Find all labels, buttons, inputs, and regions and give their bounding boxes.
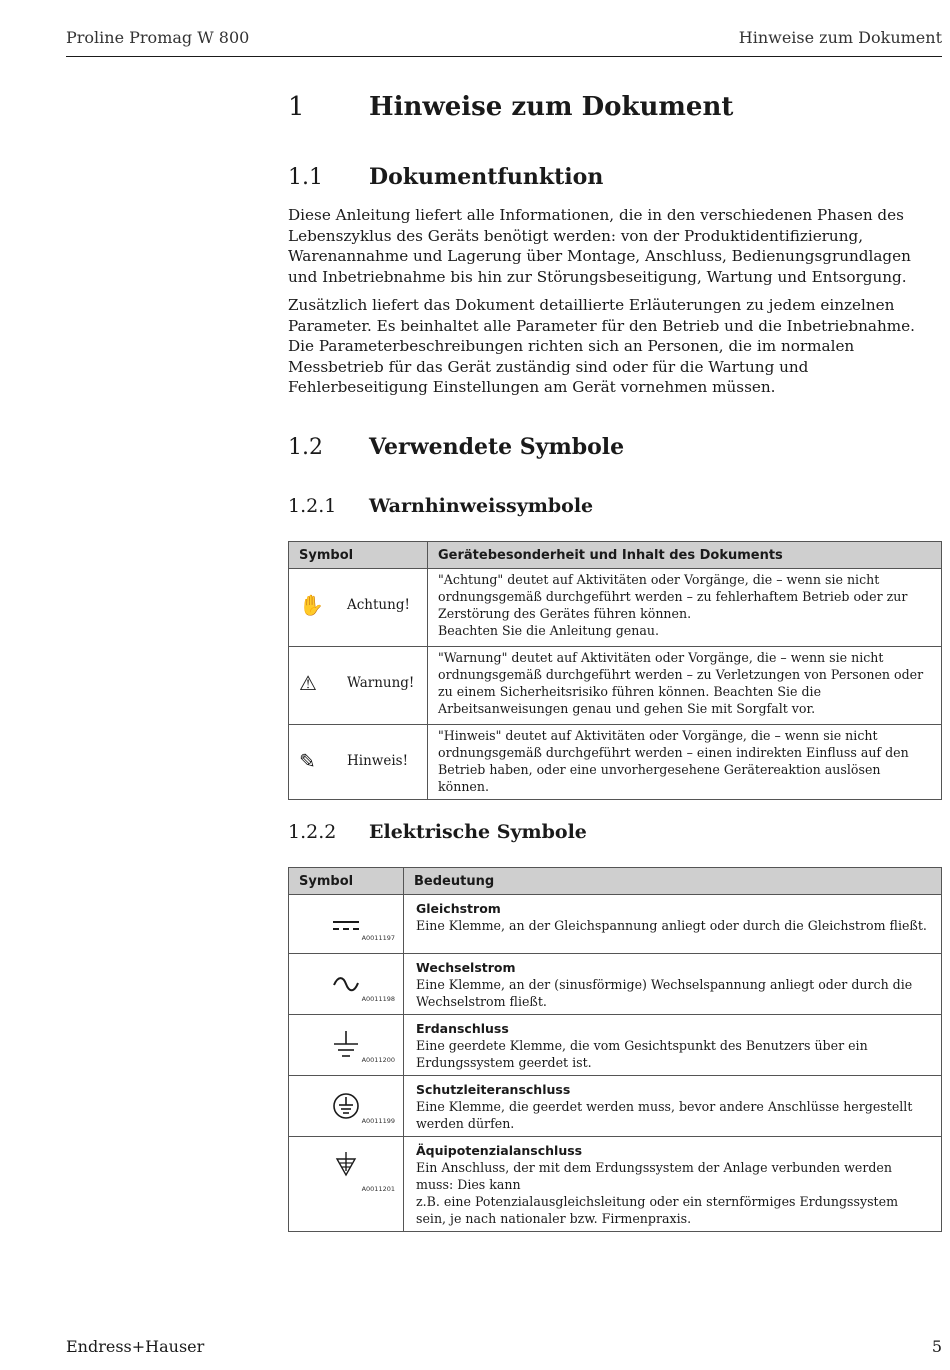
column-header-content: Gerätebesonderheit und Inhalt des Dokuments [428,542,942,569]
description-cell [404,954,942,1015]
symbol-title: Wechselstrom [416,960,516,975]
symbol-label: Hinweis! [347,753,409,769]
column-header-meaning: Bedeutung [404,868,942,895]
symbol-code: A0011198 [361,995,395,1003]
symbol-cell [289,1137,404,1232]
subsection-number: 1.2.2 [288,821,337,843]
direct-current-icon [329,909,363,941]
section-title: Dokumentfunktion [369,164,604,190]
column-header-symbol: Symbol [289,868,404,895]
description-cell [404,1137,942,1232]
table-header-row [289,542,942,569]
description-cell [404,895,942,954]
description-cell [428,569,942,647]
symbol-title: Gleichstrom [416,901,501,916]
description-text-2: z.B. eine Potenzialausgleichsleitung oder ein sternförmiges Erdungssystem sein, je nach nationaler bzw. Firmenpraxis. [416,1194,899,1226]
chapter-number: 1 [288,92,305,122]
symbol-cell [289,1076,404,1137]
description-text: Eine Klemme, die geerdet werden muss, bevor andere Anschlüsse hergestellt werden dürfen. [416,1099,913,1131]
description-text: "Hinweis" deutet auf Aktivitäten oder Vorgänge, die – wenn sie nicht ordnungsgemäß durchgeführt werden – einen indirekten Einfluss auf den Betrieb haben, oder eine unvorhergesehene Gerätereaktion auslösen können. [438,728,909,794]
symbol-title: Äquipotenzialanschluss [416,1143,583,1158]
symbol-cell [289,647,428,725]
pencil-icon: ✎ [299,749,316,773]
description-text: "Warnung" deutet auf Aktivitäten oder Vorgänge, die – wenn sie nicht ordnungsgemäß durchgeführt werden – zu Verletzungen von Personen oder zu einem Sicherheitsrisiko führen können. Beachten Sie die Arbeitsanweisungen genau und gehen Sie mit Sorgfalt vor. [438,650,924,716]
description-text: Eine Klemme, an der (sinusförmige) Wechselspannung anliegt oder durch die Wechselstrom fließt. [416,977,913,1009]
column-header-symbol: Symbol [289,542,428,569]
symbol-code: A0011201 [361,1185,395,1193]
page-number: 5 [931,1337,942,1356]
ground-icon [329,1029,363,1061]
table-row [289,647,942,725]
description-text: Eine Klemme, an der Gleichspannung anliegt oder durch die Gleichstrom fließt. [416,918,927,933]
chapter-heading [288,92,942,122]
table-row [289,1015,942,1076]
description-text-2: Beachten Sie die Anleitung genau. [438,623,659,638]
symbol-cell [289,954,404,1015]
description-cell [428,647,942,725]
protective-earth-icon [329,1090,363,1122]
hand-stop-icon: ✋ [299,593,324,617]
symbol-code: A0011200 [361,1056,395,1064]
table-row [289,1137,942,1232]
section-number: 1.1 [288,165,323,190]
header-section-title: Hinweise zum Dokument [738,28,942,47]
header-rule [66,56,942,57]
table-row [289,954,942,1015]
subsection-number: 1.2.1 [288,495,337,517]
table-header-row [289,868,942,895]
table-row [289,1076,942,1137]
symbol-cell [289,895,404,954]
symbol-label: Warnung! [347,675,415,691]
subsection-heading-1-2-1 [288,495,942,517]
subsection-heading-1-2-2 [288,821,942,843]
section-number: 1.2 [288,435,323,460]
symbol-cell [289,1015,404,1076]
description-text: Eine geerdete Klemme, die vom Gesichtspunkt des Benutzers über ein Erdungssystem geerdet ist. [416,1038,868,1070]
symbol-label: Achtung! [347,597,410,613]
description-text: "Achtung" deutet auf Aktivitäten oder Vorgänge, die – wenn sie nicht ordnungsgemäß durchgeführt werden – zu fehlerhaftem Betrieb oder zur Zerstörung des Gerätes führen können. [438,572,908,621]
paragraph-1: Diese Anleitung liefert alle Informationen, die in den verschiedenen Phasen des Lebenszyklus des Geräts benötigt werden: von der Produktidentifizierung, Warenannahme und Lagerung über Montage, Anschluss, Bedienungsgrundlagen und Inbetriebnahme bis hin zur Störungsbeseitigung, Wartung und Entsorgung. [288,206,911,286]
warning-triangle-icon: ⚠ [299,671,317,695]
alternating-current-icon [329,968,363,1000]
subsection-title: Elektrische Symbole [369,821,587,843]
header-doc-title: Proline Promag W 800 [66,28,250,47]
section-heading-1-2 [288,434,942,460]
chapter-title: Hinweise zum Dokument [369,92,734,122]
equipotential-icon [329,1151,363,1183]
table-row [289,895,942,954]
symbol-code: A0011199 [361,1117,395,1125]
symbol-cell [289,725,428,800]
table-row [289,569,942,647]
symbol-code: A0011197 [361,934,395,942]
paragraph-2: Zusätzlich liefert das Dokument detaillierte Erläuterungen zu jedem einzelnen Parameter. Es beinhaltet alle Parameter für den Betrieb und die Inbetriebnahme. Die Parameterbeschreibungen richten sich an Personen, die im normalen Messbetrieb für das Gerät zuständig sind oder für die Wartung und Fehlerbeseitigung Einstellungen am Gerät vornehmen müssen. [288,296,915,396]
symbol-cell [289,569,428,647]
description-cell [404,1076,942,1137]
warning-symbols-table [288,541,942,800]
section-title: Verwendete Symbole [369,434,625,460]
description-cell [404,1015,942,1076]
subsection-title: Warnhinweissymbole [369,495,594,517]
description-cell [428,725,942,800]
footer-company: Endress+Hauser [66,1337,205,1356]
symbol-title: Schutzleiteranschluss [416,1082,571,1097]
description-text: Ein Anschluss, der mit dem Erdungssystem der Anlage verbunden werden muss: Dies kann [416,1160,892,1192]
section-heading-1-1 [288,164,942,190]
table-row [289,725,942,800]
symbol-title: Erdanschluss [416,1021,509,1036]
electrical-symbols-table [288,867,942,1232]
